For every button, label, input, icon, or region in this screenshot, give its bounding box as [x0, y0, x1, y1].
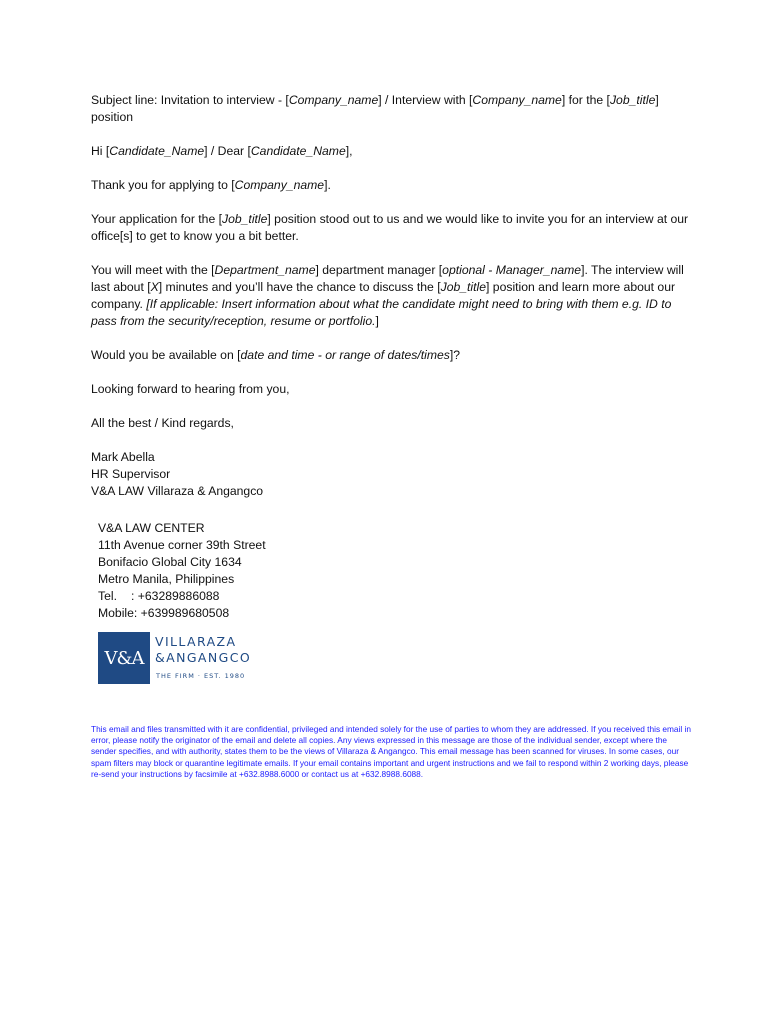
firm-logo — [98, 632, 268, 684]
placeholder-text: Job_title — [222, 212, 268, 226]
logo-tagline: THE FIRM · EST. 1980 — [156, 672, 246, 680]
greeting — [91, 143, 691, 160]
signer-company: V&A LAW Villaraza & Angangco — [91, 484, 264, 498]
placeholder-text: X — [150, 280, 159, 294]
placeholder-text: optional - Manager_name — [442, 263, 582, 277]
text-run: Would you be available on [ — [91, 348, 241, 362]
text-run: ] — [375, 314, 379, 328]
placeholder-text: Candidate_Name — [250, 144, 346, 158]
telephone-label: Tel. — [98, 589, 117, 603]
address-center: V&A LAW CENTER — [98, 521, 205, 535]
text-run: Hi [ — [91, 144, 110, 158]
text-run: ]. — [324, 178, 331, 192]
text-run: ] position — [91, 93, 659, 124]
text-run: Looking forward to hearing from you, — [91, 382, 290, 396]
telephone-line — [98, 588, 498, 605]
text-run: ], — [345, 144, 353, 158]
logo-name-line2: &ANGANGCO — [155, 650, 252, 665]
logo-monogram: V&A — [104, 647, 144, 669]
address-city: Bonifacio Global City 1634 — [98, 555, 242, 569]
meeting-paragraph — [91, 262, 691, 330]
signature-block — [91, 449, 691, 500]
logo-name-line1: VILLARAZA — [155, 634, 237, 649]
text-run: ] position stood out to us and we would like to invite you for an interview at our office[s] to get to know you a bit better. — [91, 212, 689, 243]
closing-line — [91, 381, 691, 398]
placeholder-text: Department_name — [214, 263, 316, 277]
placeholder-text: Job_title — [609, 93, 656, 107]
text-run: All the best / Kind regards, — [91, 416, 234, 430]
sign-off — [91, 415, 691, 432]
text-run: ] department manager [ — [315, 263, 443, 277]
text-run: You will meet with the [ — [91, 263, 215, 277]
thank-you-paragraph — [91, 177, 691, 194]
logo-mark — [98, 632, 150, 684]
placeholder-text: [If applicable: Insert information about what the candidate might need to bring with them e.g. ID to pass from the security/reception, resume or portfolio. — [91, 297, 672, 328]
letter-body — [91, 92, 691, 500]
placeholder-text: date and time - or range of dates/times — [240, 348, 450, 362]
placeholder-text: Candidate_Name — [109, 144, 205, 158]
text-run: ] / Interview with [ — [378, 93, 473, 107]
placeholder-text: Company_name — [472, 93, 562, 107]
text-run: Your application for the [ — [91, 212, 222, 226]
text-run: ] for the [ — [561, 93, 610, 107]
address-region: Metro Manila, Philippines — [98, 572, 235, 586]
text-run: ] minutes and you’ll have the chance to discuss the [ — [158, 280, 441, 294]
email-disclaimer: This email and files transmitted with it are confidential, privileged and intended solely for the use of parties to whom they are addressed. If you received this email in error, please notify the originator of the email and delete all copies. Any views expressed in this message are those of the individual sender, except where the sender specifies, and with authority, states them to be the views of Villaraza & Angangco. This email message has been scanned for viruses. In some cases, our spam filters may block or quarantine legitimate emails. If your email contains important and urgent instructions and we fail to respond within 2 working days, please re-send your instructions by facsimile at +632.8988.6000 or contact us at +632.8988.6088. — [91, 724, 691, 779]
text-run: Subject line: Invitation to interview - [ — [91, 93, 289, 107]
signer-title: HR Supervisor — [91, 467, 171, 481]
text-run: ]. The interview will last about [ — [91, 263, 684, 294]
address-block — [98, 520, 498, 622]
signer-name: Mark Abella — [91, 450, 155, 464]
text-run: ] / Dear [ — [204, 144, 251, 158]
placeholder-text: Job_title — [440, 280, 487, 294]
availability-paragraph — [91, 347, 691, 364]
text-run: ] position and learn more about our company. — [91, 280, 676, 311]
text-run: ]? — [449, 348, 461, 362]
mobile-line: Mobile: +639989680508 — [98, 606, 230, 620]
address-street: 11th Avenue corner 39th Street — [98, 538, 266, 552]
placeholder-text: Company_name — [234, 178, 325, 192]
subject-line — [91, 92, 691, 126]
text-run: Thank you for applying to [ — [91, 178, 235, 192]
telephone-number: : +63289886088 — [131, 589, 220, 603]
placeholder-text: Company_name — [288, 93, 379, 107]
application-paragraph — [91, 211, 691, 245]
